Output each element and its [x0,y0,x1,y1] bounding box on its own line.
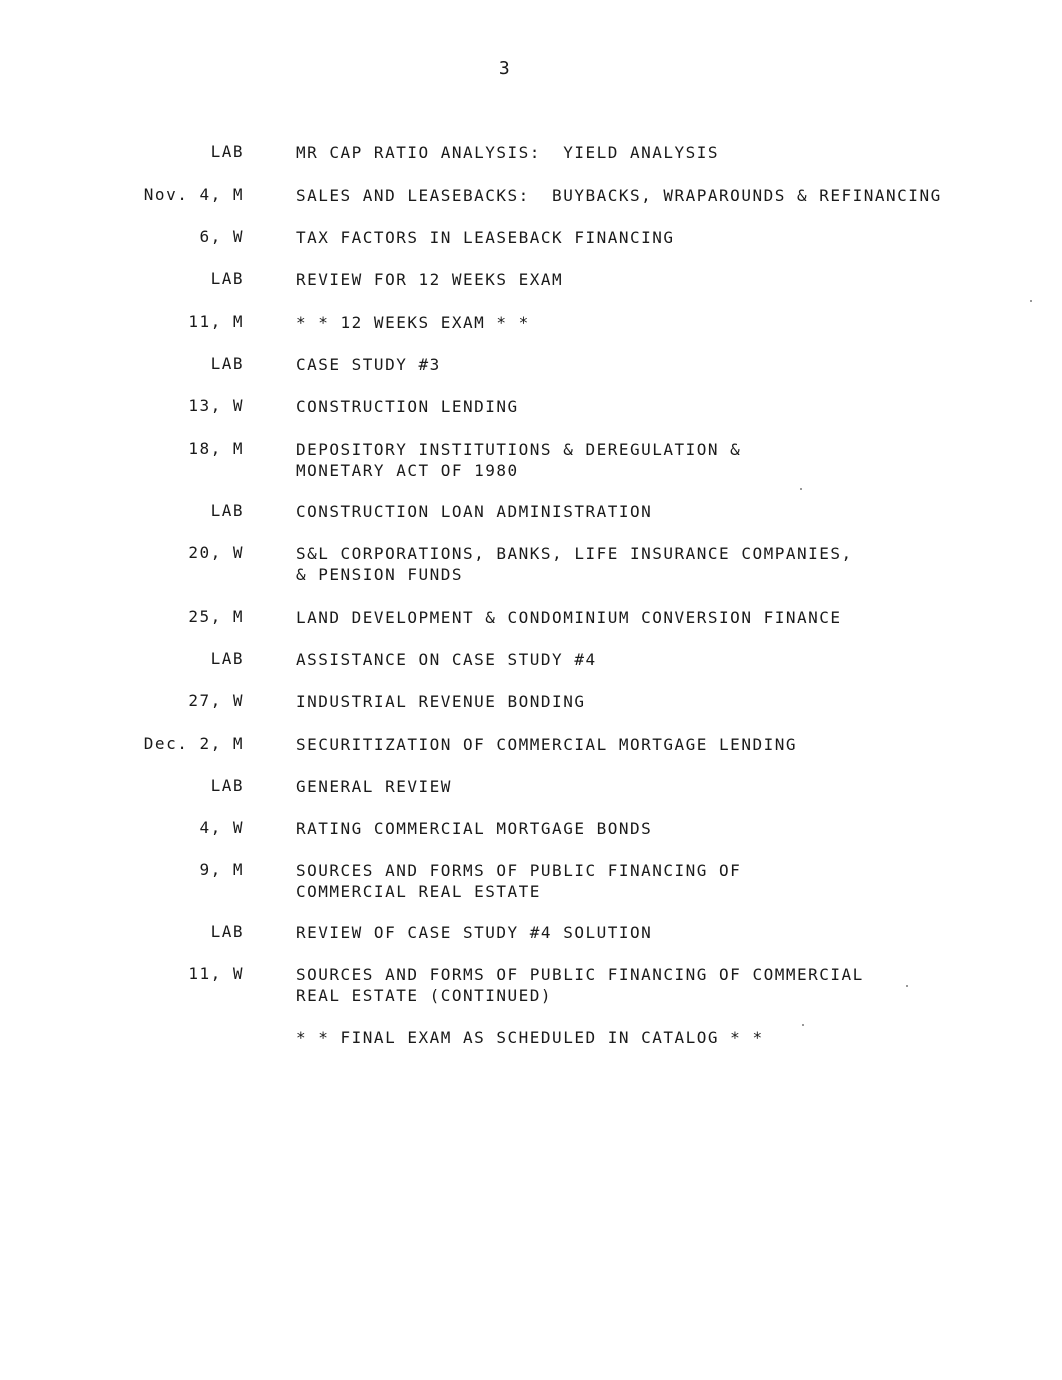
topic-line: CASE STUDY #3 [296,355,441,374]
schedule-date: 18, M [188,439,244,458]
schedule-date: LAB [210,142,244,161]
topic-line: LAND DEVELOPMENT & CONDOMINIUM CONVERSION FINANCE [296,608,842,627]
scan-speck [906,985,908,987]
topic-line: SECURITIZATION OF COMMERCIAL MORTGAGE LENDING [296,735,797,754]
schedule-date: 25, M [188,607,244,626]
schedule-date: LAB [210,354,244,373]
schedule-date: LAB [210,922,244,941]
topic-line: * * 12 WEEKS EXAM * * [296,313,530,332]
schedule-topic [296,776,452,797]
schedule-topic [296,185,942,206]
schedule-topic [296,269,563,290]
topic-line: REAL ESTATE (CONTINUED) [296,986,553,1005]
topic-line: RATING COMMERCIAL MORTGAGE BONDS [296,819,653,838]
schedule-date: LAB [210,776,244,795]
topic-line: S&L CORPORATIONS, BANKS, LIFE INSURANCE COMPANIES, [296,544,853,563]
schedule-date: Dec. 2, M [143,734,244,753]
topic-line: GENERAL REVIEW [296,777,452,796]
schedule-date: LAB [210,501,244,520]
schedule-date: Nov. 4, M [143,185,244,204]
topic-line: SALES AND LEASEBACKS: BUYBACKS, WRAPAROUNDS & REFINANCING [296,186,942,205]
page-number: 3 [498,58,512,79]
schedule-topic [296,860,741,902]
schedule-topic [296,227,675,248]
schedule-date: 6, W [199,227,244,246]
schedule-topic [296,964,864,1006]
schedule-topic [296,354,441,375]
topic-line: * * FINAL EXAM AS SCHEDULED IN CATALOG * * [296,1028,764,1047]
topic-line: COMMERCIAL REAL ESTATE [296,882,541,901]
topic-line: MONETARY ACT OF 1980 [296,461,519,480]
schedule-topic [296,649,597,670]
schedule-date: 13, W [188,396,244,415]
schedule-topic [296,691,585,712]
topic-line: CONSTRUCTION LENDING [296,397,519,416]
topic-line: REVIEW FOR 12 WEEKS EXAM [296,270,564,289]
topic-line: ASSISTANCE ON CASE STUDY #4 [296,650,597,669]
topic-line: & PENSION FUNDS [296,565,463,584]
topic-line: INDUSTRIAL REVENUE BONDING [296,692,586,711]
schedule-date: 20, W [188,543,244,562]
schedule-topic [296,607,842,628]
schedule-topic [296,312,530,333]
scan-speck [1030,300,1032,302]
schedule-topic [296,922,652,943]
schedule-date: 27, W [188,691,244,710]
schedule-topic [296,439,741,481]
schedule-topic [296,501,652,522]
topic-line: REVIEW OF CASE STUDY #4 SOLUTION [296,923,653,942]
topic-line: SOURCES AND FORMS OF PUBLIC FINANCING OF [296,861,742,880]
topic-line: MR CAP RATIO ANALYSIS: YIELD ANALYSIS [296,143,720,162]
topic-line: SOURCES AND FORMS OF PUBLIC FINANCING OF COMMERCIAL [296,965,864,984]
topic-line: DEPOSITORY INSTITUTIONS & DEREGULATION & [296,440,742,459]
schedule-date: 9, M [199,860,244,879]
topic-line: TAX FACTORS IN LEASEBACK FINANCING [296,228,675,247]
schedule-date: 4, W [199,818,244,837]
schedule-topic [296,734,797,755]
schedule-date: 11, M [188,312,244,331]
schedule-date: LAB [210,649,244,668]
schedule-date: 11, W [188,964,244,983]
topic-line: CONSTRUCTION LOAN ADMINISTRATION [296,502,653,521]
schedule-topic [296,142,719,163]
scan-speck [802,1024,804,1026]
schedule-topic [296,543,853,585]
schedule-topic [296,396,519,417]
schedule-topic [296,818,652,839]
scan-speck [800,488,802,490]
schedule-date: LAB [210,269,244,288]
schedule-topic [296,1027,764,1048]
